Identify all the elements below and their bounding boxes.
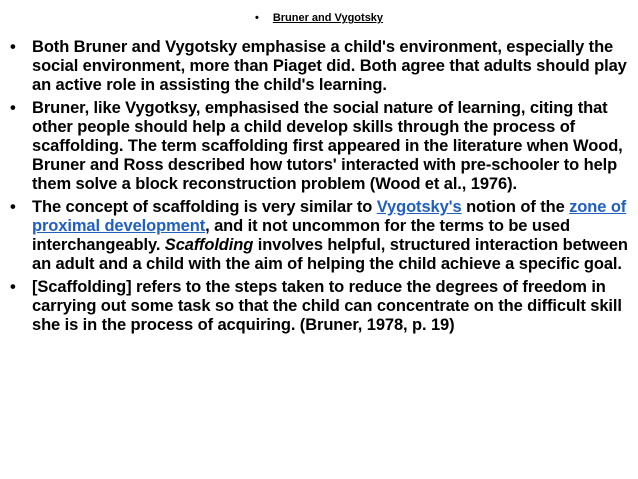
scaffolding-emphasis: Scaffolding	[164, 236, 254, 254]
bullet-marker: •	[10, 198, 16, 216]
bullet-item	[10, 278, 634, 335]
bullet-item	[10, 198, 634, 274]
slide-title	[0, 12, 638, 24]
bullet-text-part: notion of the	[461, 198, 570, 216]
bullet-list	[10, 38, 634, 339]
title-text: Bruner and Vygotsky	[272, 12, 384, 24]
bullet-item	[10, 99, 634, 194]
vygotsky-link[interactable]: Vygotsky's	[376, 198, 462, 216]
bullet-text-part: involves helpful, structured interaction between an adult and a child with the aim of helping the child achieve a specific goal.	[32, 236, 628, 273]
bullet-text-part: The concept of scaffolding is very similar to	[32, 198, 377, 216]
zone-of-proximal-development-link[interactable]: zone of proximal development	[32, 198, 627, 235]
bullet-item	[10, 38, 634, 95]
title-bullet: •	[254, 12, 259, 24]
bullet-text: [Scaffolding] refers to the steps taken to reduce the degrees of freedom in carrying out some task so that the child can concentrate on the difficult skill she is in the process of acquiring. (Bruner, 1978, p. 19)	[32, 278, 622, 334]
bullet-text: Bruner, like Vygotksy, emphasised the social nature of learning, citing that other people should help a child develop skills through the process of scaffolding. The term scaffolding first appeared in the literature when Wood, Bruner and Ross described how tutors' interacted with pre-schooler to help them solve a block reconstruction problem (Wood et al., 1976).	[32, 99, 623, 193]
bullet-marker: •	[10, 278, 16, 296]
bullet-marker: •	[10, 38, 16, 56]
bullet-text: Both Bruner and Vygotsky emphasise a child's environment, especially the social environment, more than Piaget did. Both agree that adults should play an active role in assisting the child's learning.	[32, 38, 627, 94]
bullet-marker: •	[10, 99, 16, 117]
bullet-text-part: , and it not uncommon for the terms to be used interchangeably.	[32, 217, 570, 254]
